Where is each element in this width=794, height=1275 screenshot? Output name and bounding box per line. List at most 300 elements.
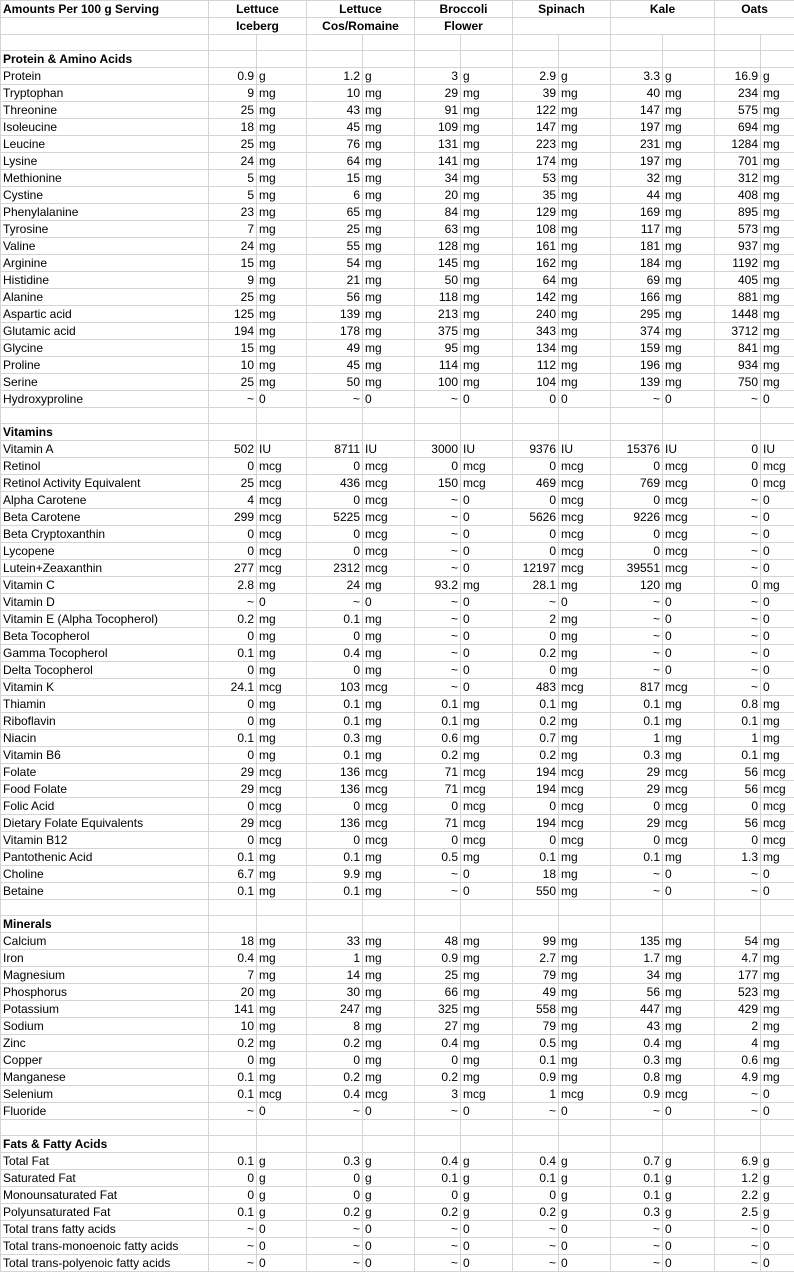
unit-cell: 0 [461,1255,513,1272]
value-cell: ~ [307,1255,363,1272]
value-cell: 0 [513,391,559,408]
empty-cell [307,51,363,68]
unit-cell: mg [761,577,794,594]
table-row [1,289,794,306]
unit-cell: mg [257,306,307,323]
value-cell: 69 [611,272,663,289]
value-cell: 20 [209,984,257,1001]
value-cell: 0.1 [209,883,257,900]
value-cell: 1284 [715,136,761,153]
unit-cell: mg [461,323,513,340]
unit-cell: 0 [663,628,715,645]
unit-cell: mg [363,272,415,289]
empty-cell [363,35,415,51]
table-row [1,645,794,662]
unit-cell: mg [663,713,715,730]
empty-cell [611,424,663,441]
value-cell: 161 [513,238,559,255]
table-row [1,1001,794,1018]
empty-cell [663,35,715,51]
unit-cell: g [761,1187,794,1204]
unit-cell: mg [257,204,307,221]
empty-cell [461,1136,513,1153]
empty-cell [257,1136,307,1153]
table-row [1,204,794,221]
unit-cell: mg [461,747,513,764]
table-row [1,543,794,560]
value-cell: 1 [513,1086,559,1103]
table-row [1,221,794,238]
value-cell: 0.1 [307,696,363,713]
unit-cell: mg [663,272,715,289]
column-subheader: Iceberg [209,18,307,35]
empty-cell [715,1136,761,1153]
value-cell: 14 [307,967,363,984]
unit-cell: mcg [761,798,794,815]
table-row [1,781,794,798]
value-cell: 550 [513,883,559,900]
empty-cell [209,916,257,933]
value-cell: ~ [611,1238,663,1255]
empty-cell [559,51,611,68]
unit-cell: 0 [761,492,794,509]
unit-cell: mg [461,153,513,170]
value-cell: 197 [611,119,663,136]
unit-cell: mg [559,849,611,866]
empty-cell [761,408,794,424]
value-cell: 436 [307,475,363,492]
table-row [1,849,794,866]
empty-cell [611,1136,663,1153]
value-cell: 934 [715,357,761,374]
unit-cell: mg [257,866,307,883]
value-cell: 0.1 [611,713,663,730]
unit-cell: mcg [257,815,307,832]
unit-cell: mg [663,340,715,357]
value-cell: 18 [209,119,257,136]
value-cell: 0.1 [715,713,761,730]
table-row [1,1052,794,1069]
value-cell: 27 [415,1018,461,1035]
value-cell: ~ [715,866,761,883]
value-cell: 150 [415,475,461,492]
unit-cell: mg [761,849,794,866]
nutrient-label: Lutein+Zeaxanthin [1,560,209,577]
unit-cell: mg [461,1018,513,1035]
value-cell: 223 [513,136,559,153]
unit-cell: mcg [363,475,415,492]
empty-cell [715,424,761,441]
nutrient-label: Riboflavin [1,713,209,730]
unit-cell: mcg [461,798,513,815]
unit-cell: mg [559,323,611,340]
nutrient-label: Selenium [1,1086,209,1103]
unit-cell: 0 [761,866,794,883]
empty-cell [1,408,209,424]
nutrient-label: Serine [1,374,209,391]
value-cell: 5 [209,170,257,187]
table-row [1,374,794,391]
value-cell: 169 [611,204,663,221]
nutrient-label: Cystine [1,187,209,204]
empty-cell [761,916,794,933]
nutrient-label: Sodium [1,1018,209,1035]
unit-cell: mg [663,1018,715,1035]
table-row [1,950,794,967]
value-cell: ~ [611,391,663,408]
value-cell: 114 [415,357,461,374]
table-row [1,628,794,645]
value-cell: 0.2 [415,1204,461,1221]
table-row [1,255,794,272]
nutrient-label: Lycopene [1,543,209,560]
unit-cell: mg [363,611,415,628]
value-cell: 2.7 [513,950,559,967]
unit-cell: mg [559,272,611,289]
unit-cell: 0 [559,594,611,611]
unit-cell: mg [761,984,794,1001]
unit-cell: mg [461,102,513,119]
table-row [1,883,794,900]
column-header: Kale [611,1,715,18]
value-cell: 0 [611,543,663,560]
unit-cell: mg [363,883,415,900]
unit-cell: mcg [363,543,415,560]
empty-cell [663,424,715,441]
unit-cell: mg [761,1035,794,1052]
unit-cell: mcg [663,679,715,696]
unit-cell: g [559,1204,611,1221]
value-cell: 139 [611,374,663,391]
nutrient-label: Vitamin A [1,441,209,458]
value-cell: 24 [209,153,257,170]
unit-cell: 0 [363,1221,415,1238]
value-cell: 12197 [513,560,559,577]
value-cell: 0 [209,713,257,730]
unit-cell: 0 [257,391,307,408]
value-cell: 0.9 [513,1069,559,1086]
value-cell: 6 [307,187,363,204]
unit-cell: mg [461,1052,513,1069]
table-row [1,340,794,357]
empty-cell [715,916,761,933]
value-cell: 66 [415,984,461,1001]
value-cell: 1448 [715,306,761,323]
unit-cell: mg [257,374,307,391]
unit-cell: mcg [559,781,611,798]
value-cell: 4 [715,1035,761,1052]
unit-cell: mg [363,577,415,594]
value-cell: 0 [611,526,663,543]
unit-cell: mcg [461,475,513,492]
empty-cell [663,1120,715,1136]
unit-cell: mg [363,119,415,136]
unit-cell: 0 [761,594,794,611]
nutrient-label: Betaine [1,883,209,900]
value-cell: 9 [209,272,257,289]
unit-cell: 0 [257,1255,307,1272]
nutrient-label: Magnesium [1,967,209,984]
unit-cell: mg [363,967,415,984]
table-row [1,187,794,204]
unit-cell: mcg [663,509,715,526]
value-cell: 0.2 [513,645,559,662]
value-cell: 29 [611,781,663,798]
nutrient-label: Tyrosine [1,221,209,238]
value-cell: ~ [209,1238,257,1255]
empty-cell [513,35,559,51]
value-cell: 0.2 [513,1204,559,1221]
unit-cell: mg [663,323,715,340]
value-cell: 0.4 [415,1153,461,1170]
value-cell: 0.2 [513,747,559,764]
value-cell: ~ [415,391,461,408]
unit-cell: mg [257,645,307,662]
value-cell: 30 [307,984,363,1001]
nutrient-label: Protein [1,68,209,85]
unit-cell: 0 [559,1255,611,1272]
unit-cell: mg [761,119,794,136]
value-cell: ~ [715,1086,761,1103]
nutrient-label: Delta Tocopherol [1,662,209,679]
value-cell: ~ [415,1255,461,1272]
value-cell: 0.2 [415,747,461,764]
empty-cell [761,424,794,441]
value-cell: 0 [209,696,257,713]
unit-cell: mg [559,306,611,323]
unit-cell: 0 [663,1238,715,1255]
value-cell: 0.1 [209,1069,257,1086]
empty-cell [513,900,559,916]
unit-cell: mg [559,1001,611,1018]
value-cell: 39551 [611,560,663,577]
value-cell: 0 [415,1052,461,1069]
value-cell: 0.1 [415,1170,461,1187]
table-row [1,866,794,883]
unit-cell: mg [559,967,611,984]
unit-cell: mg [761,1069,794,1086]
value-cell: 0.4 [415,1035,461,1052]
unit-cell: mg [257,1069,307,1086]
value-cell: ~ [415,662,461,679]
value-cell: 15 [209,340,257,357]
table-row [1,1153,794,1170]
empty-cell [611,408,663,424]
unit-cell: g [663,1170,715,1187]
empty-cell [257,35,307,51]
empty-cell [363,424,415,441]
empty-cell [461,916,513,933]
table-row [1,475,794,492]
value-cell: 7 [209,967,257,984]
unit-cell: 0 [663,391,715,408]
unit-cell: mg [559,289,611,306]
unit-cell: 0 [461,594,513,611]
unit-cell: mcg [461,764,513,781]
unit-cell: mg [663,950,715,967]
unit-cell: mg [257,238,307,255]
value-cell: 0 [209,832,257,849]
unit-cell: g [559,1170,611,1187]
value-cell: 240 [513,306,559,323]
unit-cell: mg [257,849,307,866]
unit-cell: mg [461,984,513,1001]
value-cell: 881 [715,289,761,306]
unit-cell: 0 [663,1103,715,1120]
unit-cell: mg [363,747,415,764]
value-cell: 0.2 [209,611,257,628]
table-row [1,441,794,458]
value-cell: 108 [513,221,559,238]
unit-cell: mg [761,136,794,153]
unit-cell: mg [663,187,715,204]
unit-cell: mcg [761,475,794,492]
value-cell: 0 [715,798,761,815]
value-cell: 0.9 [415,950,461,967]
value-cell: 0 [209,747,257,764]
value-cell: 0 [513,526,559,543]
value-cell: 99 [513,933,559,950]
spacer-row [1,35,794,51]
unit-cell: 0 [761,1238,794,1255]
empty-cell [513,424,559,441]
value-cell: 56 [715,815,761,832]
unit-cell: mg [461,1001,513,1018]
value-cell: 8 [307,1018,363,1035]
unit-cell: mcg [559,475,611,492]
value-cell: 0 [209,662,257,679]
value-cell: 295 [611,306,663,323]
unit-cell: mg [363,628,415,645]
unit-cell: mg [363,85,415,102]
value-cell: 134 [513,340,559,357]
empty-cell [513,1136,559,1153]
nutrient-label: Vitamin B12 [1,832,209,849]
table-row [1,85,794,102]
unit-cell: mg [257,628,307,645]
nutrient-label: Vitamin B6 [1,747,209,764]
unit-cell: mg [559,866,611,883]
empty-cell [761,51,794,68]
empty-cell [307,916,363,933]
value-cell: 29 [209,781,257,798]
empty-cell [611,1120,663,1136]
unit-cell: 0 [761,1103,794,1120]
unit-cell: mg [559,730,611,747]
column-subheader [611,18,715,35]
unit-cell: mg [257,119,307,136]
value-cell: 15376 [611,441,663,458]
nutrient-label: Fluoride [1,1103,209,1120]
value-cell: 0.6 [715,1052,761,1069]
value-cell: 24.1 [209,679,257,696]
table-row [1,1204,794,1221]
value-cell: 0 [415,1187,461,1204]
table-row [1,119,794,136]
section-title: Fats & Fatty Acids [1,1136,209,1153]
value-cell: 0.7 [513,730,559,747]
empty-cell [209,1120,257,1136]
value-cell: 841 [715,340,761,357]
value-cell: 141 [209,1001,257,1018]
value-cell: ~ [715,526,761,543]
unit-cell: mg [559,221,611,238]
value-cell: 145 [415,255,461,272]
value-cell: ~ [307,1238,363,1255]
empty-cell [257,408,307,424]
unit-cell: mg [559,933,611,950]
unit-cell: mg [461,272,513,289]
unit-cell: mg [663,1035,715,1052]
table-row [1,798,794,815]
unit-cell: mg [461,85,513,102]
empty-cell [559,424,611,441]
unit-cell: mg [257,730,307,747]
unit-cell: mcg [559,679,611,696]
value-cell: 0.1 [307,747,363,764]
value-cell: 2.5 [715,1204,761,1221]
unit-cell: mg [257,696,307,713]
table-row [1,1187,794,1204]
unit-cell: mg [257,1052,307,1069]
value-cell: 43 [307,102,363,119]
value-cell: ~ [611,611,663,628]
value-cell: 3712 [715,323,761,340]
section-title: Vitamins [1,424,209,441]
value-cell: 0.3 [611,1052,663,1069]
value-cell: 10 [307,85,363,102]
unit-cell: 0 [461,866,513,883]
table-row [1,391,794,408]
unit-cell: mg [761,238,794,255]
unit-cell: mg [761,696,794,713]
nutrient-label: Phosphorus [1,984,209,1001]
unit-cell: mg [461,289,513,306]
value-cell: 0.1 [611,849,663,866]
unit-cell: 0 [461,543,513,560]
value-cell: 56 [307,289,363,306]
value-cell: 0.5 [513,1035,559,1052]
empty-cell [209,35,257,51]
empty-cell [715,35,761,51]
value-cell: ~ [611,866,663,883]
value-cell: 375 [415,323,461,340]
unit-cell: mg [461,255,513,272]
value-cell: 0 [715,441,761,458]
unit-cell: mcg [559,764,611,781]
unit-cell: 0 [461,611,513,628]
table-row [1,1069,794,1086]
unit-cell: mg [363,204,415,221]
value-cell: 0.4 [513,1153,559,1170]
table-row [1,357,794,374]
value-cell: 0.4 [307,1086,363,1103]
value-cell: ~ [513,1255,559,1272]
empty-cell [415,916,461,933]
value-cell: 937 [715,238,761,255]
unit-cell: mg [663,730,715,747]
unit-cell: mg [461,374,513,391]
value-cell: ~ [415,526,461,543]
empty-cell [461,408,513,424]
unit-cell: mcg [363,526,415,543]
value-cell: 299 [209,509,257,526]
unit-cell: 0 [461,560,513,577]
table-body [1,1,794,1272]
unit-cell: mg [761,153,794,170]
empty-cell [715,51,761,68]
value-cell: 9 [209,85,257,102]
